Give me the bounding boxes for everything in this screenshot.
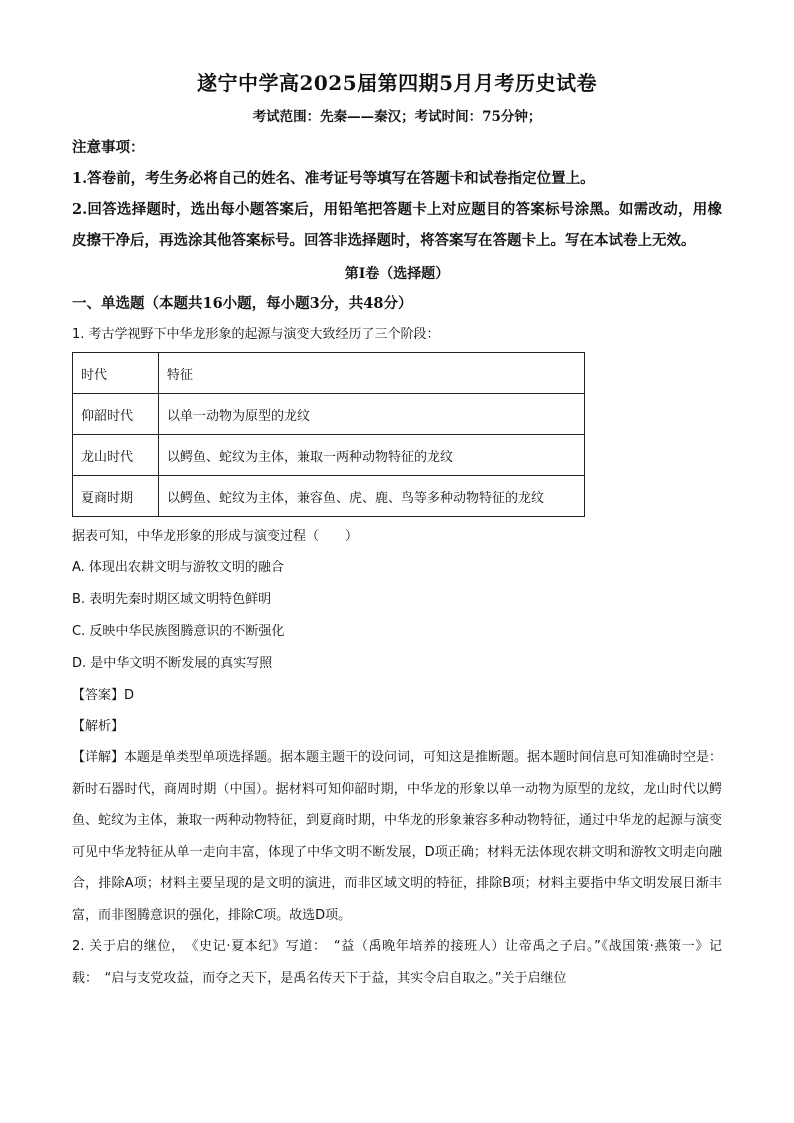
table-header-era: 时代 — [73, 353, 159, 394]
option-d: D. 是中华文明不断发展的真实写照 — [72, 656, 273, 671]
question-2-stem: 2. 关于启的继位， 《史记·夏本纪》写道： “益（禹晚年培养的接班人）让帝禹之子启。”《战国策·燕策一》记载： “启与支党攻益，而夺之天下，是禹名传天下于益，其实令启自取之。”关于启继位 — [72, 939, 722, 986]
option-b: B. 表明先秦时期区域文明特色鲜明 — [72, 592, 272, 607]
exam-title: 遂宁中学高2025届第四期5月月考历史试卷 — [196, 71, 598, 95]
question-1-prompt: 据表可知，中华龙形象的形成与演变过程（ ） — [72, 529, 359, 544]
notes-heading: 注意事项： — [72, 139, 145, 156]
part-title: 第Ⅰ卷（选择题） — [344, 266, 450, 282]
question-1-stem: 1. 考古学视野下中华龙形象的起源与演变大致经历了三个阶段： — [72, 327, 440, 342]
table-row — [73, 435, 585, 476]
exam-page — [72, 68, 722, 994]
question-1-table — [72, 352, 585, 517]
table-header-feature: 特征 — [159, 353, 585, 394]
detail-paragraph: 【详解】本题是单类型单项选择题。据本题主题干的设问词，可知这是推断题。据本题时间信息可知准确时空是：新时石器时代，商周时期（中国）。据材料可知仰韶时期，中华龙的形象以单一动物为原型的龙纹，龙山时代以鳄鱼、蛇纹为主体，兼取一两种动物特征，到夏商时期，中华龙的形象兼容多种动物特征，通过中华龙的起源与演变可见中华龙特征从单一走向丰富，体现了中华文明不断发展，D项正确；材料无法体现农耕文明和游牧文明走向融合，排除A项；材料主要呈现的是文明的演进，而非区域文明的特征，排除B项；材料主要指中华文明发展日渐丰富，而非图腾意识的强化，排除C项。故选D项。 — [72, 750, 723, 923]
question-1-options — [72, 552, 722, 680]
answer-label: 【答案】D — [72, 688, 135, 703]
note-item-2: 2.回答选择题时，选出每小题答案后，用铅笔把答题卡上对应题目的答案标号涂黑。如需改动，用橡皮擦干净后，再选涂其他答案标号。回答非选择题时，将答案写在答题卡上。写在本试卷上无效。 — [72, 201, 722, 249]
analysis-label: 【解析】 — [72, 719, 125, 734]
table-cell-era: 龙山时代 — [73, 435, 159, 476]
table-header-row — [73, 353, 585, 394]
section-title: 一、单选题（本题共16小题，每小题3分，共48分） — [72, 295, 413, 312]
table-row — [73, 476, 585, 517]
table-cell-feature: 以单一动物为原型的龙纹 — [159, 394, 585, 435]
table-cell-feature: 以鳄鱼、蛇纹为主体，兼取一两种动物特征的龙纹 — [159, 435, 585, 476]
table-cell-era: 夏商时期 — [73, 476, 159, 517]
exam-scope: 考试范围：先秦——秦汉；考试时间：75分钟； — [252, 109, 542, 125]
table-row — [73, 394, 585, 435]
note-item-1: 1.答卷前，考生务必将自己的姓名、准考证号等填写在答题卡和试卷指定位置上。 — [72, 170, 595, 187]
option-a: A. 体现出农耕文明与游牧文明的融合 — [72, 560, 284, 575]
option-c: C. 反映中华民族图腾意识的不断强化 — [72, 624, 285, 639]
table-cell-era: 仰韶时代 — [73, 394, 159, 435]
table-cell-feature: 以鳄鱼、蛇纹为主体，兼容鱼、虎、鹿、鸟等多种动物特征的龙纹 — [159, 476, 585, 517]
